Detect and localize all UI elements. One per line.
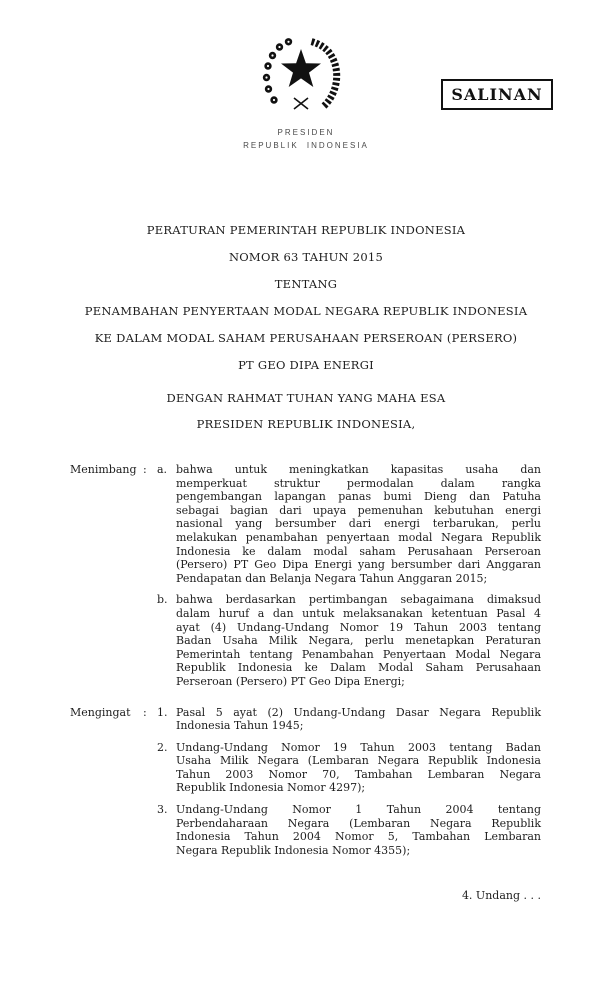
item-line: Undang-Undang Nomor 1 Tahun 2004 tentang bbox=[176, 803, 541, 817]
salinan-stamp bbox=[441, 79, 553, 110]
clause-label: Menimbang bbox=[70, 463, 137, 476]
item-line: Republik Indonesia Nomor 4297); bbox=[176, 781, 366, 795]
clauses bbox=[70, 463, 541, 865]
title-line-subject-2: KE DALAM MODAL SAHAM PERUSAHAAN PERSEROAN (PERSERO) bbox=[94, 331, 518, 345]
clause-item bbox=[157, 463, 541, 585]
item-lines bbox=[176, 593, 541, 688]
clause-separator: : bbox=[143, 463, 147, 476]
catchword: 4. Undang . . . bbox=[461, 889, 541, 902]
item-line: sebagai bagian dari upaya pemenuhan kebutuhan energi bbox=[176, 503, 541, 517]
clause-items bbox=[157, 463, 541, 697]
item-line: Indonesia ke dalam modal saham Perusahaan Perseroan bbox=[176, 544, 541, 558]
item-line: Usaha Milik Negara (Lembaran Negara Republik Indonesia bbox=[176, 754, 541, 768]
presidential-star-wreath-icon bbox=[258, 38, 344, 114]
item-line: dalam huruf a dan untuk melaksanakan ketentuan Pasal 4 bbox=[176, 606, 541, 620]
title-line-tentang: TENTANG bbox=[274, 277, 338, 291]
item-line: Indonesia Tahun 1945; bbox=[176, 719, 304, 733]
letterhead-line-presiden: PRESIDEN bbox=[277, 128, 335, 137]
item-lines bbox=[176, 803, 541, 857]
item-line: bahwa berdasarkan pertimbangan sebagaimana dimaksud bbox=[176, 593, 541, 607]
letterhead bbox=[0, 127, 612, 152]
item-marker: b. bbox=[157, 593, 168, 607]
item-line: Negara Republik Indonesia Nomor 4355); bbox=[176, 843, 411, 857]
title-line-company: PT GEO DIPA ENERGI bbox=[238, 358, 374, 372]
item-marker: 1. bbox=[157, 705, 168, 719]
preamble-block bbox=[0, 385, 612, 437]
item-line: Perseroan (Persero) PT Geo Dipa Energi; bbox=[176, 674, 405, 688]
clause-label: Mengingat bbox=[70, 705, 131, 719]
clause-group-menimbang bbox=[70, 463, 541, 697]
clause-item bbox=[157, 803, 541, 857]
item-lines bbox=[176, 463, 541, 585]
item-line: Tahun 2003 Nomor 70, Tambahan Lembaran Negara bbox=[176, 767, 541, 781]
letterhead-line-republik-indonesia: REPUBLIK INDONESIA bbox=[243, 140, 369, 150]
item-marker: a. bbox=[157, 463, 168, 476]
item-marker: 3. bbox=[157, 803, 168, 817]
item-line: melakukan penambahan penyertaan modal Negara Republik bbox=[176, 530, 541, 544]
item-line: Pemerintah tentang Penambahan Penyertaan Modal Negara bbox=[176, 647, 541, 661]
clause-item bbox=[157, 741, 541, 795]
title-line-regulation: PERATURAN PEMERINTAH REPUBLIK INDONESIA bbox=[146, 223, 466, 237]
title-line-subject-1: PENAMBAHAN PENYERTAAN MODAL NEGARA REPUBLIK INDONESIA bbox=[84, 304, 528, 318]
authority-line: PRESIDEN REPUBLIK INDONESIA, bbox=[196, 417, 416, 431]
item-line: Badan Usaha Milik Negara, perlu menetapkan Peraturan bbox=[176, 634, 541, 648]
title-line-number: NOMOR 63 TAHUN 2015 bbox=[228, 250, 384, 264]
document-title-block bbox=[0, 217, 612, 379]
item-line: Republik Indonesia ke Dalam Modal Saham Perusahaan bbox=[176, 661, 541, 675]
item-line: Pendapatan dan Belanja Negara Tahun Anggaran 2015; bbox=[176, 571, 488, 585]
item-marker: 2. bbox=[157, 740, 168, 754]
clause-group-mengingat bbox=[70, 706, 541, 866]
item-line: Perbendaharaan Negara (Lembaran Negara Republik bbox=[176, 816, 541, 830]
item-line: (Persero) PT Geo Dipa Energi yang bersumber dari Anggaran bbox=[176, 558, 541, 572]
item-line: nasional yang bersumber dari energi terbarukan, perlu bbox=[176, 517, 541, 531]
clause-items bbox=[157, 706, 541, 866]
clause-separator: : bbox=[143, 705, 147, 719]
invocation-line: DENGAN RAHMAT TUHAN YANG MAHA ESA bbox=[166, 391, 446, 405]
salinan-stamp-label: SALINAN bbox=[451, 85, 543, 104]
item-line: Indonesia Tahun 2004 Nomor 5, Tambahan Lembaran bbox=[176, 830, 541, 844]
clause-item bbox=[157, 706, 541, 733]
item-line: ayat (4) Undang-Undang Nomor 19 Tahun 2003 tentang bbox=[176, 620, 541, 634]
item-line: Pasal 5 ayat (2) Undang-Undang Dasar Negara Republik bbox=[176, 705, 541, 719]
item-line: memperkuat struktur permodalan dalam rangka bbox=[176, 476, 541, 490]
clause-item bbox=[157, 593, 541, 688]
item-line: bahwa untuk meningkatkan kapasitas usaha dan bbox=[176, 463, 541, 476]
item-lines bbox=[176, 706, 541, 733]
item-line: pengembangan lapangan panas bumi Dieng dan Patuha bbox=[176, 490, 541, 504]
item-lines bbox=[176, 741, 541, 795]
item-line: Undang-Undang Nomor 19 Tahun 2003 tentang Badan bbox=[176, 740, 541, 754]
